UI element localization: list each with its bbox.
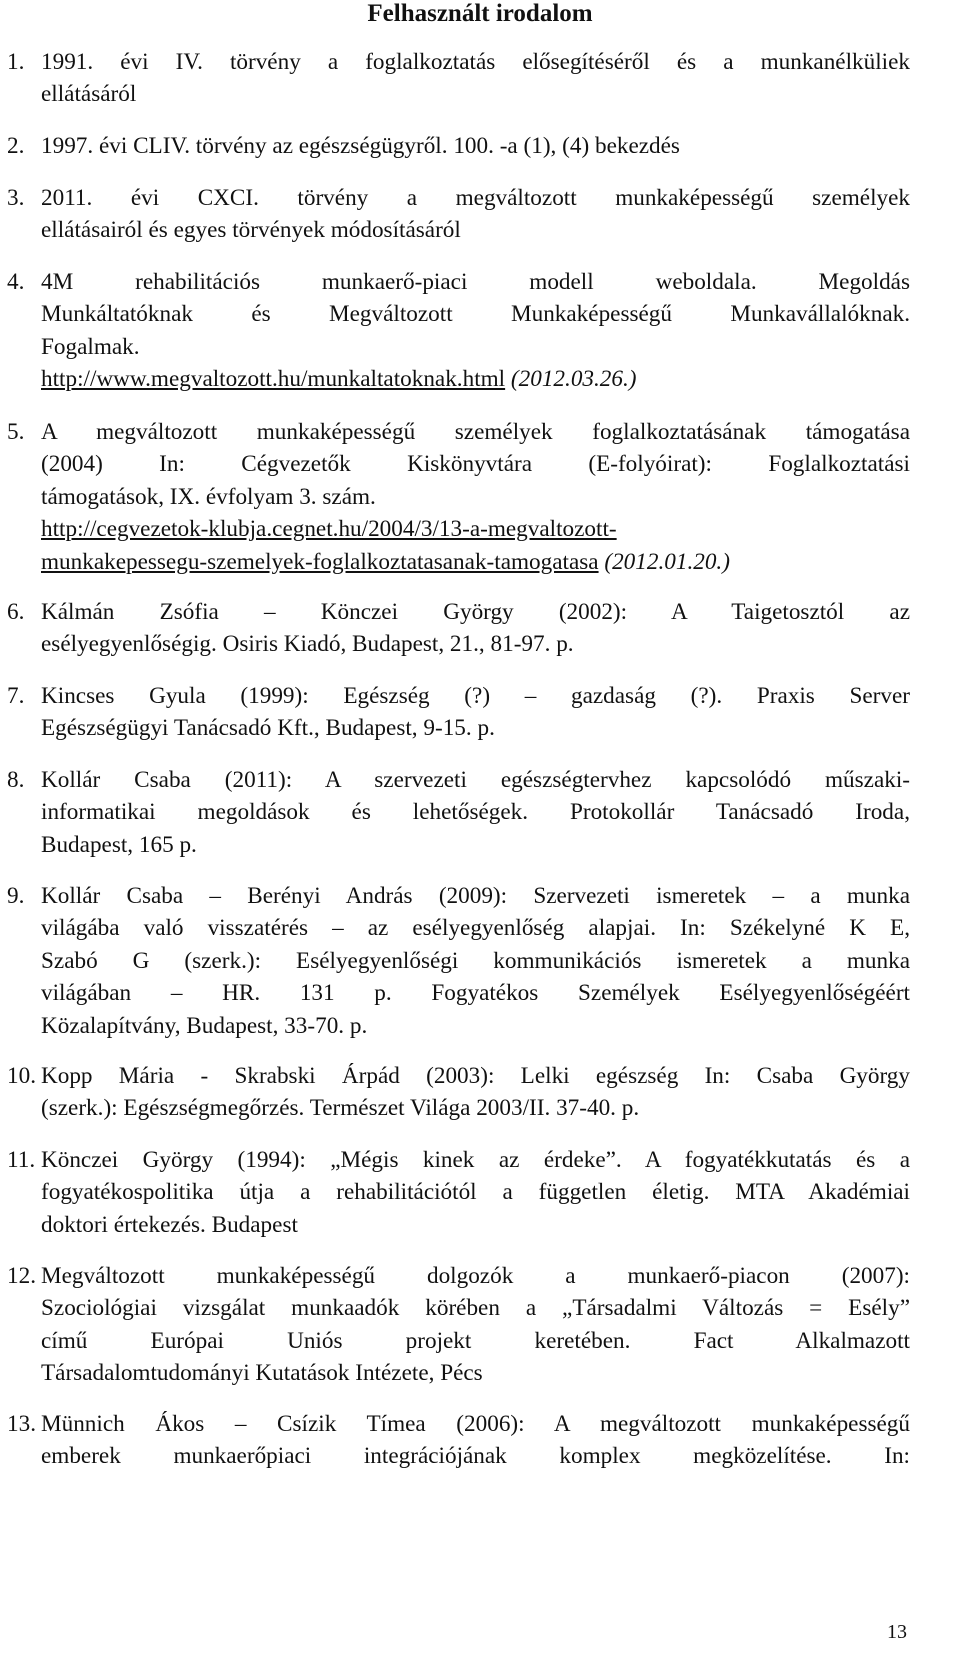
reference-number: 8. (7, 767, 25, 793)
reference-line: világában – HR. 131 p. Fogyatékos Személyek Esélyegyenlőségéért (41, 980, 910, 1007)
reference-item (7, 680, 910, 745)
reference-line: Közalapítvány, Budapest, 33-70. p. (41, 1012, 368, 1039)
reference-number: 10. (7, 1063, 36, 1089)
reference-line: Egészségügyi Tanácsadó Kft., Budapest, 9-15. p. (41, 715, 495, 742)
reference-line: Szabó G (szerk.): Esélyegyenlőségi kommunikációs ismeretek a munka (41, 947, 910, 974)
reference-line: Kincses Gyula (1999): Egészség (?) – gazdaság (?). Praxis Server (41, 683, 910, 709)
reference-item (7, 596, 910, 661)
reference-number: 9. (7, 883, 25, 909)
reference-link[interactable]: munkakepessegu-szemelyek-foglalkoztatasanak-tamogatasa (41, 548, 599, 575)
reference-item (7, 46, 910, 111)
reference-item (7, 130, 910, 162)
reference-line: Megváltozott munkaképességű dolgozók a munkaerő-piacon (2007): (41, 1263, 910, 1289)
reference-link[interactable]: http://www.megvaltozott.hu/munkaltatoknak.html (41, 366, 506, 393)
reference-line: világába való visszatérés – az esélyegyenlőség alapjai. In: Székelyné K E, (41, 915, 910, 942)
reference-line: Társadalomtudományi Kutatások Intézete, Pécs (41, 1360, 483, 1387)
reference-line: Munkáltatóknak és Megváltozott Munkaképességű Munkavállalóknak. (41, 301, 910, 328)
reference-number: 5. (7, 419, 25, 445)
reference-line: Budapest, 165 p. (41, 831, 197, 858)
reference-line: doktori értekezés. Budapest (41, 1211, 298, 1238)
reference-number: 6. (7, 599, 25, 625)
reference-number: 1. (7, 49, 25, 75)
reference-line: 2011. évi CXCI. törvény a megváltozott munkaképességű személyek (41, 185, 910, 211)
reference-line: emberek munkaerőpiaci integrációjának komplex megközelítése. In: (41, 1443, 910, 1470)
reference-line: A megváltozott munkaképességű személyek foglalkoztatásának támogatása (41, 419, 910, 445)
page-title: Felhasznált irodalom (367, 0, 593, 27)
page-number: 13 (887, 1621, 907, 1643)
reference-line: Münnich Ákos – Csízik Tímea (2006): A megváltozott munkaképességű (41, 1411, 910, 1437)
reference-number: 13. (7, 1411, 36, 1437)
reference-item (7, 182, 910, 247)
reference-number: 3. (7, 185, 25, 211)
reference-item (7, 1408, 910, 1473)
reference-line: fogyatékospolitika útja a rehabilitációtól a független életig. MTA Akadémiai (41, 1179, 910, 1206)
reference-number: 7. (7, 683, 25, 709)
reference-line: támogatások, IX. évfolyam 3. szám. (41, 483, 376, 510)
reference-item (7, 1144, 910, 1241)
access-date: (2012.01.20.) (604, 548, 730, 575)
reference-number: 2. (7, 133, 25, 159)
reference-line: ellátásairól és egyes törvények módosításáról (41, 217, 461, 244)
reference-line: Szociológiai vizsgálat munkaadók körében a „Társadalmi Változás = Esély” (41, 1295, 910, 1322)
reference-line: (szerk.): Egészségmegőrzés. Természet Világa 2003/II. 37-40. p. (41, 1095, 640, 1122)
reference-item (7, 764, 910, 861)
reference-line: (2004) In: Cégvezetők Kiskönyvtára (E-folyóirat): Foglalkoztatási (41, 451, 910, 478)
reference-line: Kálmán Zsófia – Könczei György (2002): A Taigetosztól az (41, 599, 910, 625)
reference-link[interactable]: http://cegvezetok-klubja.cegnet.hu/2004/3/13-a-megvaltozott- (41, 516, 617, 543)
reference-line: Kopp Mária - Skrabski Árpád (2003): Lelki egészség In: Csaba György (41, 1063, 910, 1089)
reference-line: esélyegyenlőségig. Osiris Kiadó, Budapest, 21., 81-97. p. (41, 631, 574, 658)
reference-item (7, 1260, 910, 1390)
reference-line: 1997. évi CLIV. törvény az egészségügyről. 100. -a (1), (4) bekezdés (41, 133, 680, 159)
reference-line: informatikai megoldások és lehetőségek. Protokollár Tanácsadó Iroda, (41, 799, 910, 826)
reference-number: 12. (7, 1263, 36, 1289)
reference-item (7, 880, 910, 1042)
reference-item (7, 416, 910, 578)
reference-line: ellátásáról (41, 81, 137, 108)
access-date: (2012.03.26.) (510, 366, 637, 393)
reference-line: 4M rehabilitációs munkaerő-piaci modell weboldala. Megoldás (41, 269, 910, 295)
reference-number: 4. (7, 269, 25, 295)
reference-line: című Európai Uniós projekt keretében. Fact Alkalmazott (41, 1327, 910, 1354)
reference-line: Könczei György (1994): „Mégis kinek az érdeke”. A fogyatékkutatás és a (41, 1147, 910, 1173)
reference-line: 1991. évi IV. törvény a foglalkoztatás elősegítéséről és a munkanélküliek (41, 49, 910, 75)
reference-line: Kollár Csaba – Berényi András (2009): Szervezeti ismeretek – a munka (41, 883, 910, 909)
reference-item (7, 1060, 910, 1125)
reference-number: 11. (7, 1147, 36, 1173)
reference-item (7, 266, 910, 396)
reference-line: Kollár Csaba (2011): A szervezeti egészségtervhez kapcsolódó műszaki- (41, 767, 910, 793)
reference-line: Fogalmak. (41, 333, 140, 360)
